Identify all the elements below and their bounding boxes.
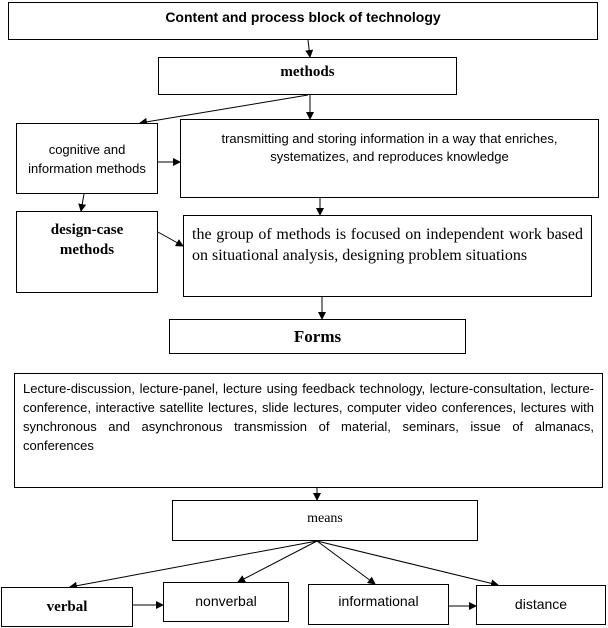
forms-list-label: Lecture-discussion, lecture-panel, lecture using feedback technology, lecture-consultation, lecture-conference, interactive satellite lectures, slide lectures, computer video conferences, lectures with synchronous and asynchronous transmission of material, seminars, issue of almanacs, conferences — [23, 381, 594, 453]
forms-box — [169, 319, 466, 354]
arrow-cognitive-to-design — [81, 194, 84, 211]
arrow-design-to-group — [158, 232, 183, 246]
arrow-means-to-nonverbal — [238, 541, 317, 582]
forms-label: Forms — [293, 326, 342, 346]
title-box — [8, 2, 598, 40]
verbal-label: verbal — [46, 598, 88, 615]
group-methods-box — [183, 215, 592, 297]
transmitting-box — [180, 119, 599, 198]
arrow-means-to-verbal — [70, 541, 317, 587]
arrow-means-to-informational — [317, 541, 375, 584]
design-case-methods-box — [16, 211, 158, 293]
means-label: means — [307, 511, 343, 526]
cognitive-methods-label: cognitive and information methods — [28, 141, 146, 176]
informational-box — [308, 584, 449, 625]
nonverbal-box — [163, 582, 289, 622]
design-case-methods-label: design-case methods — [50, 222, 124, 258]
nonverbal-label: nonverbal — [195, 593, 257, 609]
forms-list-box — [14, 373, 603, 488]
title-label: Content and process block of technology — [165, 9, 441, 25]
arrow-means-to-distance — [317, 541, 498, 585]
verbal-box — [1, 587, 133, 627]
methods-box — [158, 57, 457, 95]
informational-label: informational — [338, 593, 419, 609]
arrow-title-to-methods — [308, 40, 310, 57]
distance-box — [476, 585, 606, 625]
distance-label: distance — [514, 596, 568, 612]
means-box — [172, 500, 478, 541]
cognitive-methods-box — [16, 123, 158, 194]
group-methods-label: the group of methods is focused on independent work based on situational analysis, designing problem situations — [192, 226, 583, 264]
transmitting-label: transmitting and storing information in a way that enriches, systematizes, and reproduces knowledge — [221, 131, 558, 164]
methods-label: methods — [280, 64, 335, 80]
